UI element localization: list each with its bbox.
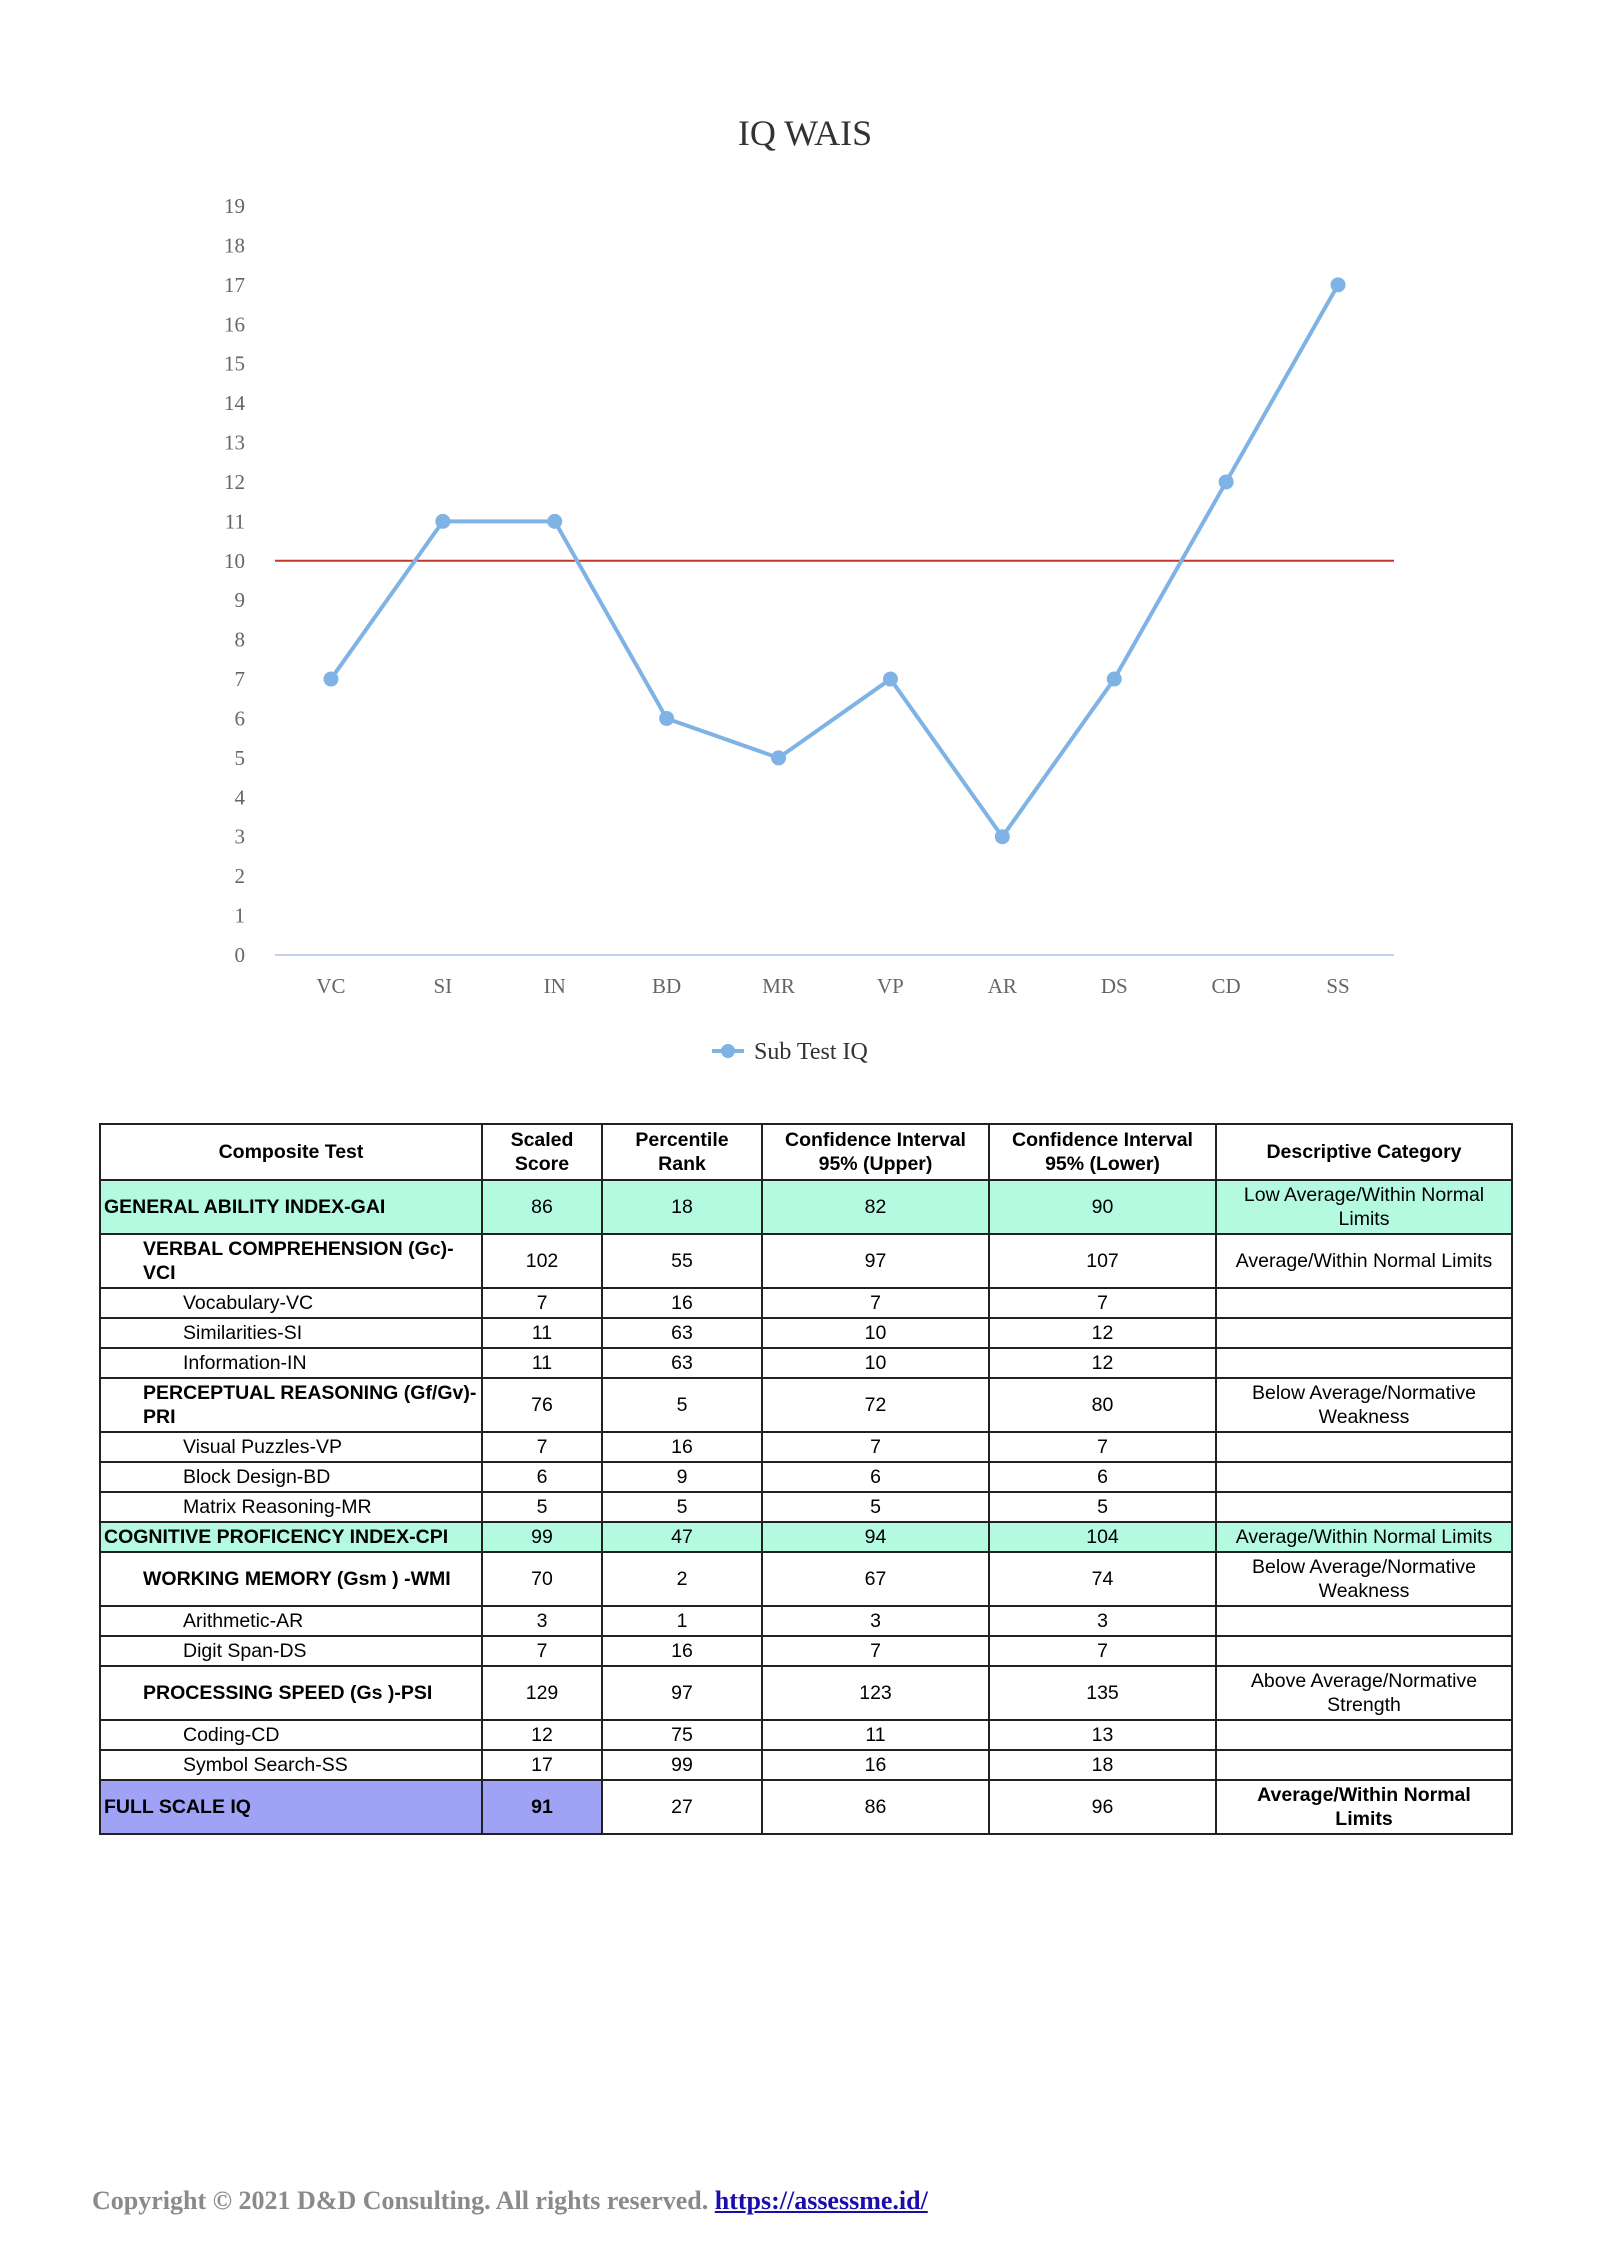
scaled-cell: 7 (482, 1636, 602, 1666)
data-point-vp (883, 672, 898, 687)
ci-upper-cell: 94 (762, 1522, 989, 1552)
category-cell: Below Average/Normative Weakness (1216, 1378, 1512, 1432)
y-tick-label: 8 (234, 627, 245, 652)
table-row (100, 1750, 1512, 1780)
percentile-cell: 9 (602, 1462, 762, 1492)
header-ci-upper (762, 1124, 989, 1180)
ci-upper-cell: 123 (762, 1666, 989, 1720)
ci-lower-cell: 90 (989, 1180, 1216, 1234)
ci-upper-cell: 97 (762, 1234, 989, 1288)
category-cell (1216, 1432, 1512, 1462)
scaled-cell: 129 (482, 1666, 602, 1720)
chart-title: IQ WAIS (737, 113, 873, 153)
data-point-ss (1331, 277, 1346, 292)
header-ci-upper-line2: 95% (Upper) (818, 1153, 933, 1175)
category-cell (1216, 1318, 1512, 1348)
y-tick-label: 5 (234, 745, 245, 770)
ci-upper-cell: 86 (762, 1780, 989, 1834)
category-cell (1216, 1606, 1512, 1636)
x-tick-label: AR (987, 974, 1017, 998)
data-point-bd (659, 711, 674, 726)
percentile-cell: 1 (602, 1606, 762, 1636)
percentile-cell: 97 (602, 1666, 762, 1720)
composite-test-name: Information-IN (100, 1348, 482, 1378)
table-row (100, 1318, 1512, 1348)
ci-lower-cell: 7 (989, 1288, 1216, 1318)
percentile-cell: 55 (602, 1234, 762, 1288)
scaled-cell: 76 (482, 1378, 602, 1432)
composite-test-name: WORKING MEMORY (Gsm ) -WMI (100, 1552, 482, 1606)
category-cell: Average/Within Normal Limits (1216, 1780, 1512, 1834)
table-row (100, 1378, 1512, 1432)
percentile-cell: 63 (602, 1318, 762, 1348)
x-tick-label: SI (433, 974, 453, 998)
percentile-cell: 47 (602, 1522, 762, 1552)
category-cell (1216, 1462, 1512, 1492)
ci-upper-cell: 10 (762, 1318, 989, 1348)
x-tick-label: CD (1211, 974, 1241, 998)
composite-test-name: VERBAL COMPREHENSION (Gc)-VCI (100, 1234, 482, 1288)
y-tick-label: 3 (234, 824, 245, 849)
scaled-cell: 7 (482, 1288, 602, 1318)
percentile-cell: 75 (602, 1720, 762, 1750)
category-cell (1216, 1750, 1512, 1780)
composite-test-name: PROCESSING SPEED (Gs )-PSI (100, 1666, 482, 1720)
footer (92, 2186, 928, 2216)
ci-lower-cell: 12 (989, 1348, 1216, 1378)
ci-upper-cell: 10 (762, 1348, 989, 1378)
category-cell: Average/Within Normal Limits (1216, 1522, 1512, 1552)
table-row (100, 1432, 1512, 1462)
header-scaled-line1: Scaled (510, 1129, 574, 1151)
ci-upper-cell: 6 (762, 1462, 989, 1492)
table-row (100, 1636, 1512, 1666)
scaled-cell: 11 (482, 1318, 602, 1348)
y-tick-label: 12 (224, 469, 245, 494)
ci-lower-cell: 96 (989, 1780, 1216, 1834)
table-header-row (100, 1124, 1512, 1180)
y-tick-label: 4 (234, 785, 245, 810)
ci-lower-cell: 107 (989, 1234, 1216, 1288)
ci-lower-cell: 18 (989, 1750, 1216, 1780)
ci-lower-cell: 7 (989, 1636, 1216, 1666)
composite-test-name: GENERAL ABILITY INDEX-GAI (100, 1180, 482, 1234)
ci-upper-cell: 72 (762, 1378, 989, 1432)
header-percentile-line2: Rank (658, 1153, 706, 1175)
data-point-in (547, 514, 562, 529)
ci-lower-cell: 74 (989, 1552, 1216, 1606)
header-percentile-line1: Percentile (635, 1129, 729, 1151)
table-row (100, 1462, 1512, 1492)
iq-wais-chart (0, 0, 1600, 1100)
footer-link[interactable]: https://assessme.id/ (714, 2186, 928, 2215)
data-point-cd (1219, 474, 1234, 489)
ci-lower-cell: 3 (989, 1606, 1216, 1636)
composite-score-table (99, 1123, 1513, 1835)
table-row (100, 1606, 1512, 1636)
y-tick-label: 6 (234, 706, 245, 731)
y-tick-label: 19 (224, 194, 245, 218)
table-row (100, 1492, 1512, 1522)
table-row (100, 1552, 1512, 1606)
composite-test-name: FULL SCALE IQ (100, 1780, 482, 1834)
x-tick-label: SS (1326, 974, 1350, 998)
y-tick-label: 7 (234, 667, 245, 692)
table-row (100, 1720, 1512, 1750)
category-cell (1216, 1492, 1512, 1522)
data-point-vc (323, 672, 338, 687)
y-tick-label: 17 (224, 272, 245, 297)
category-cell (1216, 1348, 1512, 1378)
composite-test-name: Arithmetic-AR (100, 1606, 482, 1636)
x-tick-label: MR (762, 974, 795, 998)
data-point-mr (771, 750, 786, 765)
header-ci-lower-line1: Confidence Interval (1012, 1129, 1193, 1151)
composite-test-name: PERCEPTUAL REASONING (Gf/Gv)-PRI (100, 1378, 482, 1432)
percentile-cell: 16 (602, 1636, 762, 1666)
header-percentile-rank (602, 1124, 762, 1180)
ci-upper-cell: 7 (762, 1636, 989, 1666)
header-ci-upper-line1: Confidence Interval (785, 1129, 966, 1151)
table-row (100, 1348, 1512, 1378)
scaled-cell: 7 (482, 1432, 602, 1462)
ci-lower-cell: 80 (989, 1378, 1216, 1432)
legend-marker (721, 1044, 735, 1058)
category-cell: Low Average/Within Normal Limits (1216, 1180, 1512, 1234)
percentile-cell: 99 (602, 1750, 762, 1780)
header-ci-lower (989, 1124, 1216, 1180)
composite-test-name: Matrix Reasoning-MR (100, 1492, 482, 1522)
ci-lower-cell: 5 (989, 1492, 1216, 1522)
scaled-cell: 3 (482, 1606, 602, 1636)
x-tick-label: IN (543, 974, 566, 998)
composite-test-name: Similarities-SI (100, 1318, 482, 1348)
ci-lower-cell: 12 (989, 1318, 1216, 1348)
header-descriptive-category: Descriptive Category (1216, 1124, 1512, 1180)
category-cell: Below Average/Normative Weakness (1216, 1552, 1512, 1606)
header-scaled-score (482, 1124, 602, 1180)
ci-upper-cell: 7 (762, 1432, 989, 1462)
y-tick-label: 15 (224, 351, 245, 376)
table-row (100, 1180, 1512, 1234)
y-tick-label: 10 (224, 548, 245, 573)
percentile-cell: 16 (602, 1432, 762, 1462)
scaled-cell: 12 (482, 1720, 602, 1750)
y-tick-label: 16 (224, 312, 245, 337)
percentile-cell: 16 (602, 1288, 762, 1318)
table-row (100, 1522, 1512, 1552)
scaled-cell: 6 (482, 1462, 602, 1492)
x-tick-label: VP (877, 974, 904, 998)
data-point-si (435, 514, 450, 529)
composite-test-name: Block Design-BD (100, 1462, 482, 1492)
y-tick-label: 13 (224, 430, 245, 455)
chart-legend (712, 1039, 868, 1065)
percentile-cell: 27 (602, 1780, 762, 1834)
percentile-cell: 2 (602, 1552, 762, 1606)
data-point-ds (1107, 672, 1122, 687)
table-row (100, 1288, 1512, 1318)
scaled-cell: 11 (482, 1348, 602, 1378)
ci-upper-cell: 5 (762, 1492, 989, 1522)
percentile-cell: 5 (602, 1378, 762, 1432)
ci-lower-cell: 13 (989, 1720, 1216, 1750)
category-cell (1216, 1288, 1512, 1318)
header-ci-lower-line2: 95% (Lower) (1045, 1153, 1160, 1175)
footer-copyright: Copyright © 2021 D&D Consulting. All rights reserved. (92, 2186, 715, 2215)
scaled-cell: 86 (482, 1180, 602, 1234)
ci-upper-cell: 82 (762, 1180, 989, 1234)
composite-test-name: Visual Puzzles-VP (100, 1432, 482, 1462)
ci-upper-cell: 11 (762, 1720, 989, 1750)
scaled-cell: 70 (482, 1552, 602, 1606)
x-tick-label: DS (1100, 974, 1128, 998)
percentile-cell: 63 (602, 1348, 762, 1378)
composite-test-name: Vocabulary-VC (100, 1288, 482, 1318)
y-tick-label: 11 (224, 509, 245, 534)
scaled-cell: 102 (482, 1234, 602, 1288)
percentile-cell: 18 (602, 1180, 762, 1234)
header-composite-test: Composite Test (100, 1124, 482, 1180)
ci-lower-cell: 7 (989, 1432, 1216, 1462)
y-tick-label: 1 (234, 903, 245, 928)
composite-test-name: COGNITIVE PROFICENCY INDEX-CPI (100, 1522, 482, 1552)
y-tick-label: 0 (234, 943, 245, 967)
ci-lower-cell: 6 (989, 1462, 1216, 1492)
ci-lower-cell: 135 (989, 1666, 1216, 1720)
y-tick-label: 14 (224, 391, 245, 416)
y-tick-label: 2 (234, 864, 245, 889)
table-row (100, 1666, 1512, 1720)
composite-test-name: Symbol Search-SS (100, 1750, 482, 1780)
scaled-cell: 99 (482, 1522, 602, 1552)
ci-upper-cell: 3 (762, 1606, 989, 1636)
category-cell: Average/Within Normal Limits (1216, 1234, 1512, 1288)
data-point-ar (995, 829, 1010, 844)
x-tick-label: VC (316, 974, 346, 998)
composite-test-name: Digit Span-DS (100, 1636, 482, 1666)
scaled-cell: 17 (482, 1750, 602, 1780)
scaled-cell: 91 (482, 1780, 602, 1834)
ci-lower-cell: 104 (989, 1522, 1216, 1552)
scaled-cell: 5 (482, 1492, 602, 1522)
y-tick-label: 18 (224, 233, 245, 258)
ci-upper-cell: 67 (762, 1552, 989, 1606)
composite-test-name: Coding-CD (100, 1720, 482, 1750)
category-cell (1216, 1636, 1512, 1666)
legend-label: Sub Test IQ (754, 1039, 868, 1065)
y-tick-label: 9 (234, 588, 245, 613)
table-row (100, 1780, 1512, 1834)
ci-upper-cell: 7 (762, 1288, 989, 1318)
x-tick-label: BD (652, 974, 682, 998)
header-scaled-line2: Score (514, 1153, 570, 1175)
table-row (100, 1234, 1512, 1288)
category-cell: Above Average/Normative Strength (1216, 1666, 1512, 1720)
ci-upper-cell: 16 (762, 1750, 989, 1780)
category-cell (1216, 1720, 1512, 1750)
percentile-cell: 5 (602, 1492, 762, 1522)
